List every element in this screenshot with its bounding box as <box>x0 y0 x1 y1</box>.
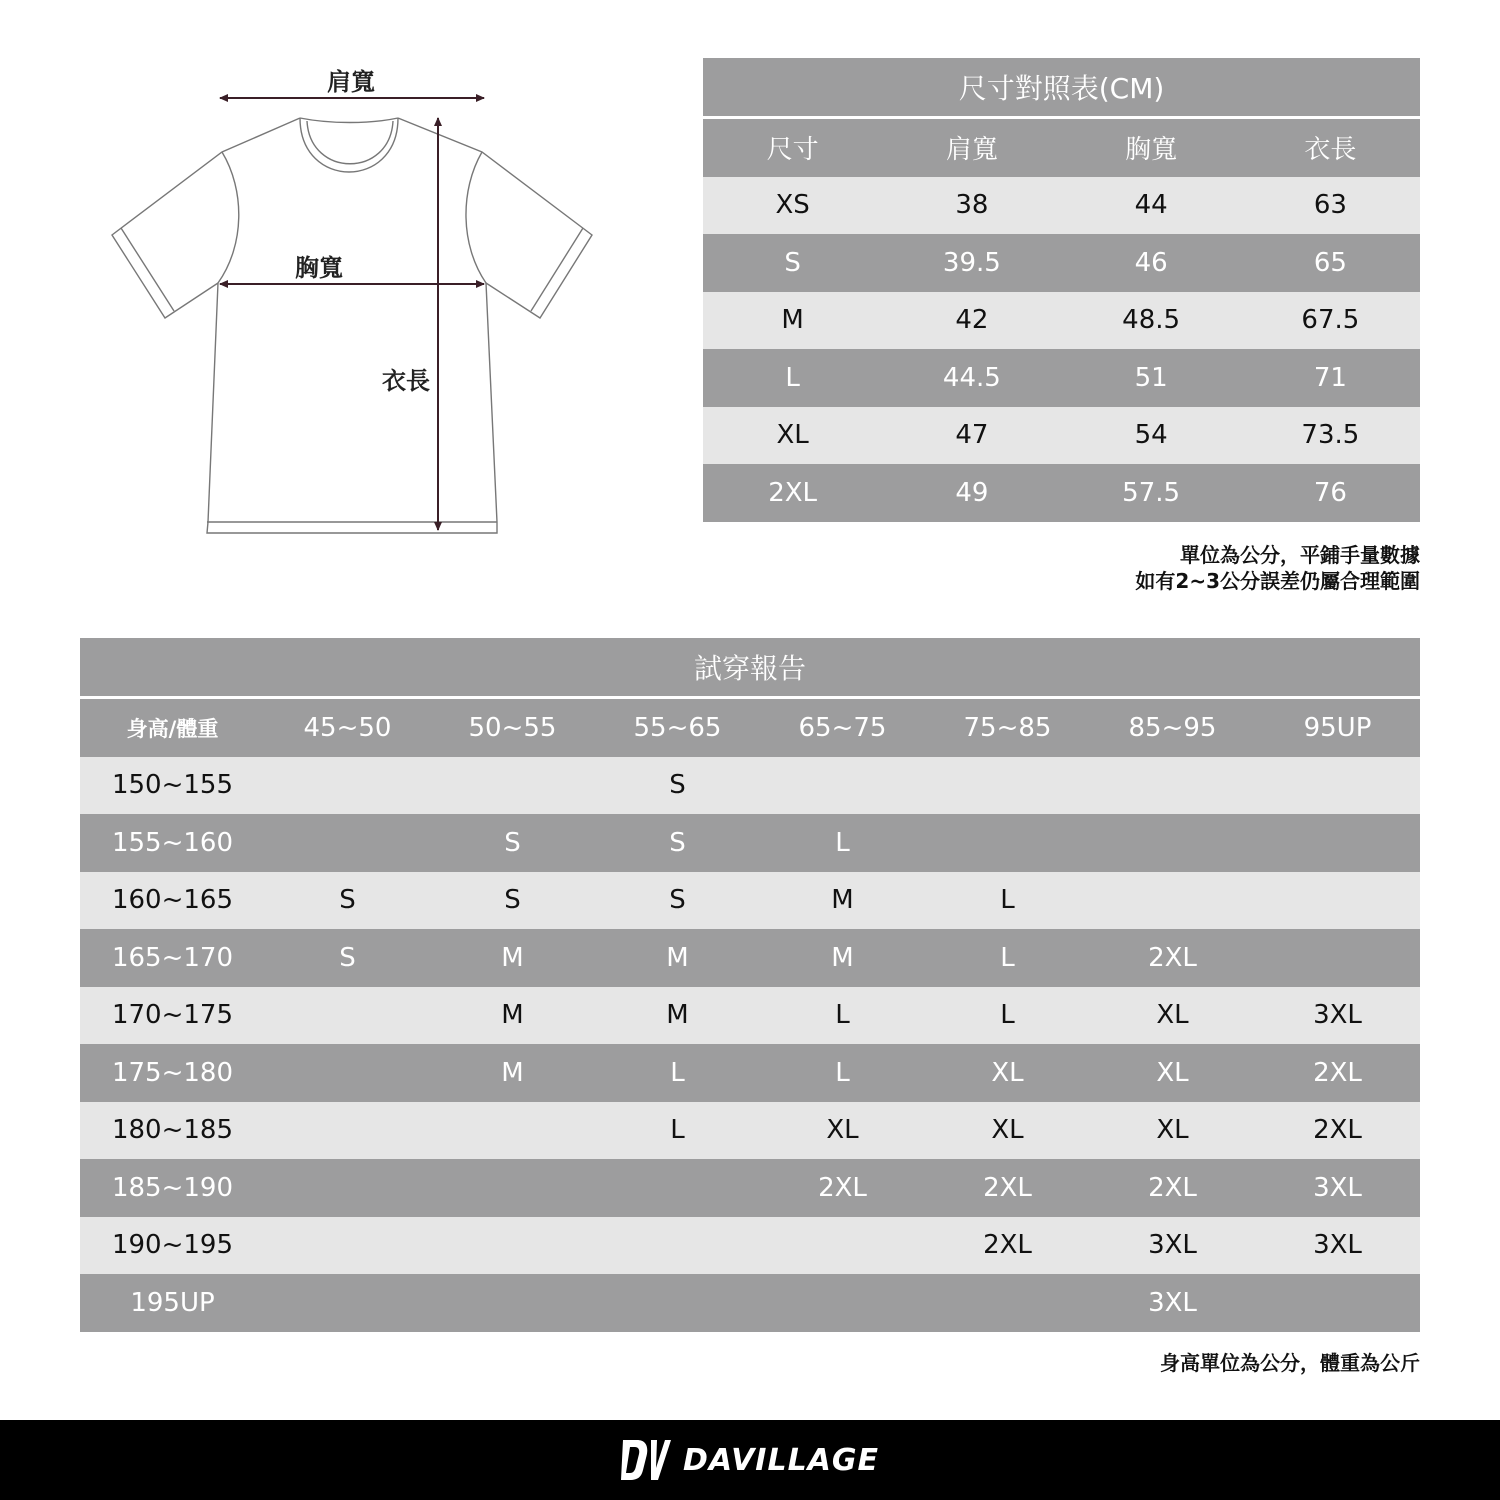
table-cell: M <box>501 1000 524 1031</box>
table-cell: XL <box>1156 1000 1189 1031</box>
table-cell: 3XL <box>1313 1172 1362 1203</box>
table-cell: L <box>835 1057 850 1088</box>
table-cell: M <box>666 1000 689 1031</box>
size-chart-note <box>1135 542 1420 594</box>
table-cell: XL <box>1156 1057 1189 1088</box>
table-row <box>703 234 1420 292</box>
header-cell: 50~55 <box>468 712 557 743</box>
table-cell: 63 <box>1313 190 1347 221</box>
table-cell: M <box>666 942 689 973</box>
table-cell: S <box>339 942 356 973</box>
table-cell: 175~180 <box>111 1057 234 1088</box>
header-cell: 55~65 <box>633 712 722 743</box>
header-cell: 85~95 <box>1128 712 1217 743</box>
table-cell: 73.5 <box>1301 420 1360 451</box>
table-cell: M <box>501 1057 524 1088</box>
table-row <box>80 757 1420 815</box>
note-line: 單位為公分，平鋪手量數據 <box>1180 543 1420 567</box>
table-cell: XL <box>776 420 809 451</box>
table-cell: 38 <box>955 190 989 221</box>
table-cell: 3XL <box>1313 1000 1362 1031</box>
table-cell: 39.5 <box>942 247 1001 278</box>
header-cell: 45~50 <box>303 712 392 743</box>
table-cell: 150~155 <box>111 770 234 801</box>
table-cell: L <box>1000 942 1015 973</box>
table-row <box>703 464 1420 522</box>
table-cell: 2XL <box>1148 1172 1197 1203</box>
table-cell: 57.5 <box>1122 477 1181 508</box>
table-cell: 49 <box>955 477 989 508</box>
header-cell: 胸寬 <box>1125 135 1178 166</box>
table-cell: 195UP <box>130 1287 215 1318</box>
table-cell: 2XL <box>1313 1057 1362 1088</box>
fit-report-header-row <box>80 699 1420 757</box>
header-cell: 75~85 <box>963 712 1052 743</box>
table-cell: L <box>835 827 850 858</box>
table-cell: 180~185 <box>111 1115 234 1146</box>
table-row <box>80 987 1420 1045</box>
table-cell: 42 <box>955 305 989 336</box>
size-chart-table <box>703 58 1420 522</box>
table-cell: L <box>785 362 800 393</box>
table-cell: 2XL <box>1148 942 1197 973</box>
table-row <box>703 349 1420 407</box>
table-cell: 46 <box>1134 247 1168 278</box>
table-cell: 76 <box>1313 477 1347 508</box>
table-cell: 2XL <box>818 1172 867 1203</box>
tshirt-measurement-diagram <box>100 50 620 550</box>
dv-monogram-icon <box>621 1438 671 1482</box>
table-cell: XL <box>826 1115 859 1146</box>
table-cell: L <box>1000 885 1015 916</box>
table-cell: 3XL <box>1313 1230 1362 1261</box>
table-cell: S <box>784 247 801 278</box>
table-cell: 71 <box>1313 362 1347 393</box>
table-cell: XL <box>1156 1115 1189 1146</box>
header-cell: 肩寬 <box>945 135 998 166</box>
table-cell: 2XL <box>983 1172 1032 1203</box>
size-chart-title: 尺寸對照表(CM) <box>703 58 1420 116</box>
table-cell: 2XL <box>983 1230 1032 1261</box>
table-cell: L <box>835 1000 850 1031</box>
table-cell: 160~165 <box>111 885 234 916</box>
table-row <box>703 407 1420 465</box>
table-row <box>80 814 1420 872</box>
table-cell: 2XL <box>768 477 818 508</box>
table-cell: S <box>669 827 686 858</box>
table-cell: 165~170 <box>111 942 234 973</box>
table-row <box>80 929 1420 987</box>
table-cell: L <box>670 1057 685 1088</box>
table-cell: 47 <box>955 420 989 451</box>
table-cell: S <box>669 885 686 916</box>
table-cell: 3XL <box>1148 1230 1197 1261</box>
note-line: 如有2~3公分誤差仍屬合理範圍 <box>1135 569 1420 593</box>
table-cell: 170~175 <box>111 1000 234 1031</box>
header-cell: 65~75 <box>798 712 887 743</box>
chest-width-label: 胸寬 <box>295 254 343 282</box>
table-cell: S <box>504 827 521 858</box>
table-row <box>80 872 1420 930</box>
table-cell: S <box>504 885 521 916</box>
table-cell: M <box>781 305 804 336</box>
brand-logo <box>621 1438 879 1482</box>
length-label: 衣長 <box>382 367 430 395</box>
table-row <box>80 1044 1420 1102</box>
table-cell: XS <box>775 190 810 221</box>
table-cell: L <box>1000 1000 1015 1031</box>
fit-report-table <box>80 638 1420 1332</box>
size-chart-header-row <box>703 119 1420 177</box>
table-cell: L <box>670 1115 685 1146</box>
table-cell: 51 <box>1134 362 1168 393</box>
brand-name: DAVILLAGE <box>682 1442 880 1478</box>
tshirt-outline-icon <box>100 50 620 550</box>
table-cell: 44 <box>1134 190 1168 221</box>
table-cell: S <box>669 770 686 801</box>
table-cell: 54 <box>1134 420 1168 451</box>
table-row <box>80 1102 1420 1160</box>
table-cell: 155~160 <box>111 827 234 858</box>
table-row <box>703 177 1420 235</box>
table-cell: 185~190 <box>111 1172 234 1203</box>
table-cell: 2XL <box>1313 1115 1362 1146</box>
table-row <box>80 1159 1420 1217</box>
table-cell: 3XL <box>1148 1287 1197 1318</box>
shoulder-width-label: 肩寬 <box>327 68 375 96</box>
fit-report-title: 試穿報告 <box>80 638 1420 696</box>
header-cell: 尺寸 <box>766 135 819 166</box>
table-cell: S <box>339 885 356 916</box>
footer-bar <box>0 1420 1500 1500</box>
fit-report-note: 身高單位為公分，體重為公斤 <box>1160 1351 1420 1375</box>
table-cell: 48.5 <box>1122 305 1181 336</box>
table-cell: XL <box>991 1057 1024 1088</box>
table-cell: 65 <box>1313 247 1347 278</box>
table-cell: XL <box>991 1115 1024 1146</box>
header-cell: 95UP <box>1303 712 1372 743</box>
table-row <box>703 292 1420 350</box>
table-row <box>80 1217 1420 1275</box>
table-row <box>80 1274 1420 1332</box>
header-cell: 衣長 <box>1304 135 1357 166</box>
table-cell: M <box>831 885 854 916</box>
table-cell: 190~195 <box>111 1230 234 1261</box>
header-cell: 身高/體重 <box>126 716 219 741</box>
table-cell: M <box>831 942 854 973</box>
table-cell: 67.5 <box>1301 305 1360 336</box>
table-cell: M <box>501 942 524 973</box>
table-cell: 44.5 <box>942 362 1001 393</box>
